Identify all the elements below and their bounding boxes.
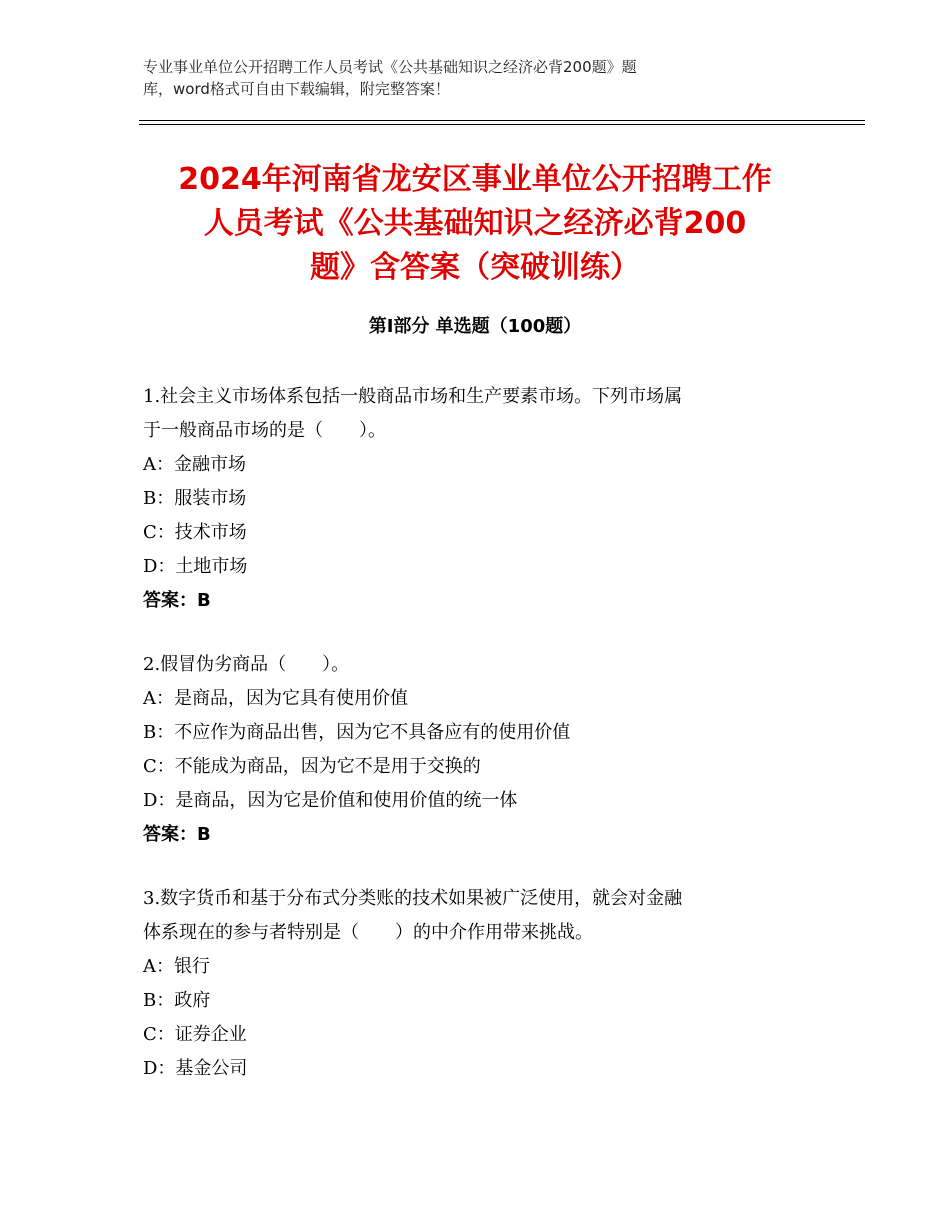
answer: 答案：B	[143, 824, 211, 845]
question-stem: 2.假冒伪劣商品（ ）。	[143, 654, 350, 675]
header-note-line: 专业事业单位公开招聘工作人员考试《公共基础知识之经济必背200题》题	[143, 58, 637, 76]
section-heading: 第Ⅰ部分 单选题（100题）	[368, 316, 582, 337]
title-line: 题》含答案（突破训练）	[310, 250, 640, 285]
question-1	[143, 380, 823, 618]
option-a: A：金融市场	[143, 454, 246, 475]
option-b: B：不应作为商品出售，因为它不具备应有的使用价值	[143, 722, 571, 743]
document-title	[100, 158, 850, 290]
option-c: C：技术市场	[143, 522, 247, 543]
answer: 答案：B	[143, 590, 211, 611]
title-line: 2024年河南省龙安区事业单位公开招聘工作	[178, 162, 772, 197]
option-b: B：服装市场	[143, 488, 247, 509]
question-stem: 体系现在的参与者特别是（ ）的中介作用带来挑战。	[143, 922, 593, 943]
question-stem: 于一般商品市场的是（ ）。	[143, 420, 386, 441]
question-3	[143, 882, 823, 1086]
option-d: D：是商品，因为它是价值和使用价值的统一体	[143, 790, 518, 811]
divider	[139, 124, 865, 125]
option-d: D：基金公司	[143, 1058, 248, 1079]
title-line: 人员考试《公共基础知识之经济必背200	[203, 206, 747, 241]
question-list	[143, 380, 823, 1116]
header-note	[143, 56, 793, 100]
question-stem: 3.数字货币和基于分布式分类账的技术如果被广泛使用，就会对金融	[143, 888, 683, 909]
question-2	[143, 648, 823, 852]
option-a: A：银行	[143, 956, 210, 977]
header-note-line: 库，word格式可自由下载编辑，附完整答案！	[143, 80, 450, 98]
option-c: C：证券企业	[143, 1024, 247, 1045]
option-a: A：是商品，因为它具有使用价值	[143, 688, 408, 709]
option-c: C：不能成为商品，因为它不是用于交换的	[143, 756, 481, 777]
question-stem: 1.社会主义市场体系包括一般商品市场和生产要素市场。下列市场属	[143, 386, 683, 407]
option-b: B：政府	[143, 990, 211, 1011]
divider	[139, 120, 865, 121]
option-d: D：土地市场	[143, 556, 248, 577]
